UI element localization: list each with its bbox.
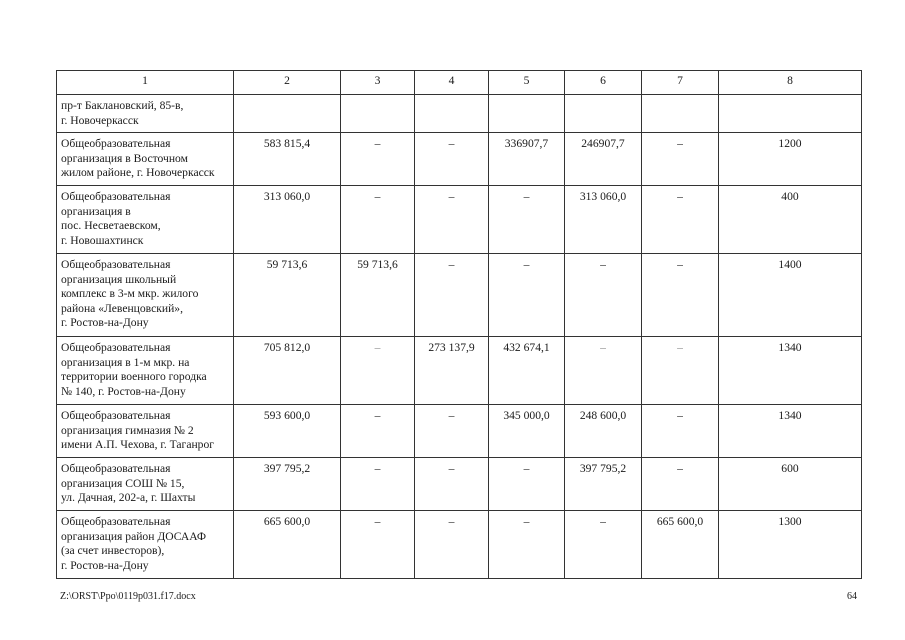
table-row [57,511,862,579]
organization-name-cell: Общеобразовательная организация гимназия № 2 имени А.П. Чехова, г. Таганрог [57,405,234,458]
table-cell: – [642,405,719,458]
column-header: 6 [565,71,642,95]
table-cell [719,95,862,133]
column-header: 4 [415,71,489,95]
table-row [57,254,862,337]
table-cell: 400 [719,186,862,254]
table-header-row [57,71,862,95]
footer-file-path: Z:\ORST\Ppo\0119p031.f17.docx [60,591,196,602]
table-cell: 1340 [719,405,862,458]
table-cell: – [565,511,642,579]
table-cell: – [642,133,719,186]
table-cell: 59 713,6 [341,254,415,337]
column-header: 7 [642,71,719,95]
table-cell: 583 815,4 [234,133,341,186]
table-row [57,186,862,254]
organization-name-cell: Общеобразовательная организация район ДОСААФ (за счет инвесторов), г. Ростов-на-Дону [57,511,234,579]
table-cell: 345 000,0 [489,405,565,458]
table-cell: 432 674,1 [489,337,565,405]
table-cell: 397 795,2 [565,458,642,511]
table-cell: – [489,186,565,254]
table-cell: – [415,254,489,337]
table-cell: – [341,458,415,511]
table-row [57,458,862,511]
table-cell: 1400 [719,254,862,337]
table-cell: 705 812,0 [234,337,341,405]
table-cell: – [415,133,489,186]
table-cell: 59 713,6 [234,254,341,337]
table-cell: – [341,405,415,458]
organization-name-cell: Общеобразовательная организация школьный комплекс в 3-м мкр. жилого района «Левенцовский», г. Ростов-на-Дону [57,254,234,337]
table-cell: – [415,186,489,254]
table-cell: – [341,186,415,254]
table-cell: 593 600,0 [234,405,341,458]
column-header: 1 [57,71,234,95]
table-cell: 246907,7 [565,133,642,186]
table-cell: 336907,7 [489,133,565,186]
table-cell: – [489,511,565,579]
table-cell: – [565,337,642,405]
organization-name-cell: Общеобразовательная организация в Восточном жилом районе, г. Новочеркасск [57,133,234,186]
page-number: 64 [847,591,857,602]
column-header: 3 [341,71,415,95]
data-table [56,70,862,579]
column-header: 5 [489,71,565,95]
table-row [57,337,862,405]
table-cell: 1300 [719,511,862,579]
table-cell: 397 795,2 [234,458,341,511]
table-cell [489,95,565,133]
table-cell [565,95,642,133]
column-header: 2 [234,71,341,95]
organization-name-cell: пр-т Баклановский, 85-в, г. Новочеркасск [57,95,234,133]
table-cell: 1200 [719,133,862,186]
table-cell: 665 600,0 [234,511,341,579]
table-cell: – [642,337,719,405]
table-cell: – [565,254,642,337]
table-cell: 313 060,0 [565,186,642,254]
table-cell: – [341,133,415,186]
table-cell: 273 137,9 [415,337,489,405]
table-cell: 248 600,0 [565,405,642,458]
organization-name-cell: Общеобразовательная организация в пос. Несветаевском, г. Новошахтинск [57,186,234,254]
table-cell [341,95,415,133]
table-cell: – [489,254,565,337]
table-cell [234,95,341,133]
table-cell: – [642,254,719,337]
table-cell: 600 [719,458,862,511]
table-cell [415,95,489,133]
table-cell: 313 060,0 [234,186,341,254]
column-header: 8 [719,71,862,95]
table-cell: 665 600,0 [642,511,719,579]
table-row [57,133,862,186]
table-cell: 1340 [719,337,862,405]
table-cell: – [341,511,415,579]
table-cell: – [642,458,719,511]
table-row [57,95,862,133]
organization-name-cell: Общеобразовательная организация в 1-м мкр. на территории военного городка № 140, г. Ростов-на-Дону [57,337,234,405]
organization-name-cell: Общеобразовательная организация СОШ № 15, ул. Дачная, 202-а, г. Шахты [57,458,234,511]
table-cell: – [415,458,489,511]
table-cell: – [341,337,415,405]
table-cell: – [642,186,719,254]
table-row [57,405,862,458]
table-cell: – [415,511,489,579]
table-cell: – [415,405,489,458]
table-cell: – [489,458,565,511]
table-cell [642,95,719,133]
